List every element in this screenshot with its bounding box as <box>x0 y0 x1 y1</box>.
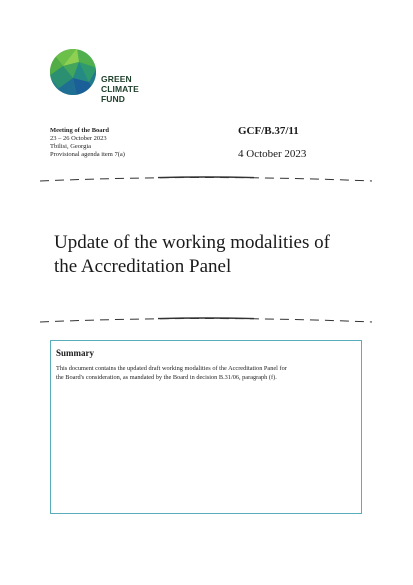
agenda-item: Provisional agenda item 7(a) <box>50 151 125 158</box>
gcf-logo <box>49 48 159 108</box>
summary-box <box>50 340 362 514</box>
logo-line-green: GREEN <box>101 74 132 84</box>
title-line-1: Update of the working modalities of <box>54 232 330 253</box>
document-reference: GCF/B.37/11 <box>238 125 299 137</box>
meeting-info <box>50 127 125 159</box>
document-title <box>54 231 374 279</box>
decorative-rule-top <box>38 176 374 182</box>
globe-icon <box>49 48 97 96</box>
logo-wordmark <box>101 74 139 104</box>
title-line-2: the Accreditation Panel <box>54 256 232 277</box>
summary-line-1: This document contains the updated draft working modalities of the Accreditation Panel for <box>56 365 287 372</box>
summary-heading: Summary <box>56 348 94 358</box>
summary-text <box>56 365 356 382</box>
meeting-title: Meeting of the Board <box>50 127 110 134</box>
logo-line-fund: FUND <box>101 94 126 104</box>
logo-line-climate: CLIMATE <box>101 84 139 94</box>
meeting-location: Tbilisi, Georgia <box>50 143 92 150</box>
summary-line-2: the Board's consideration, as mandated by the Board in decision B.31/06, paragraph (f). <box>56 373 277 381</box>
decorative-rule-bottom <box>38 317 374 323</box>
meeting-dates: 23 – 26 October 2023 <box>50 135 107 142</box>
document-date: 4 October 2023 <box>238 148 307 160</box>
